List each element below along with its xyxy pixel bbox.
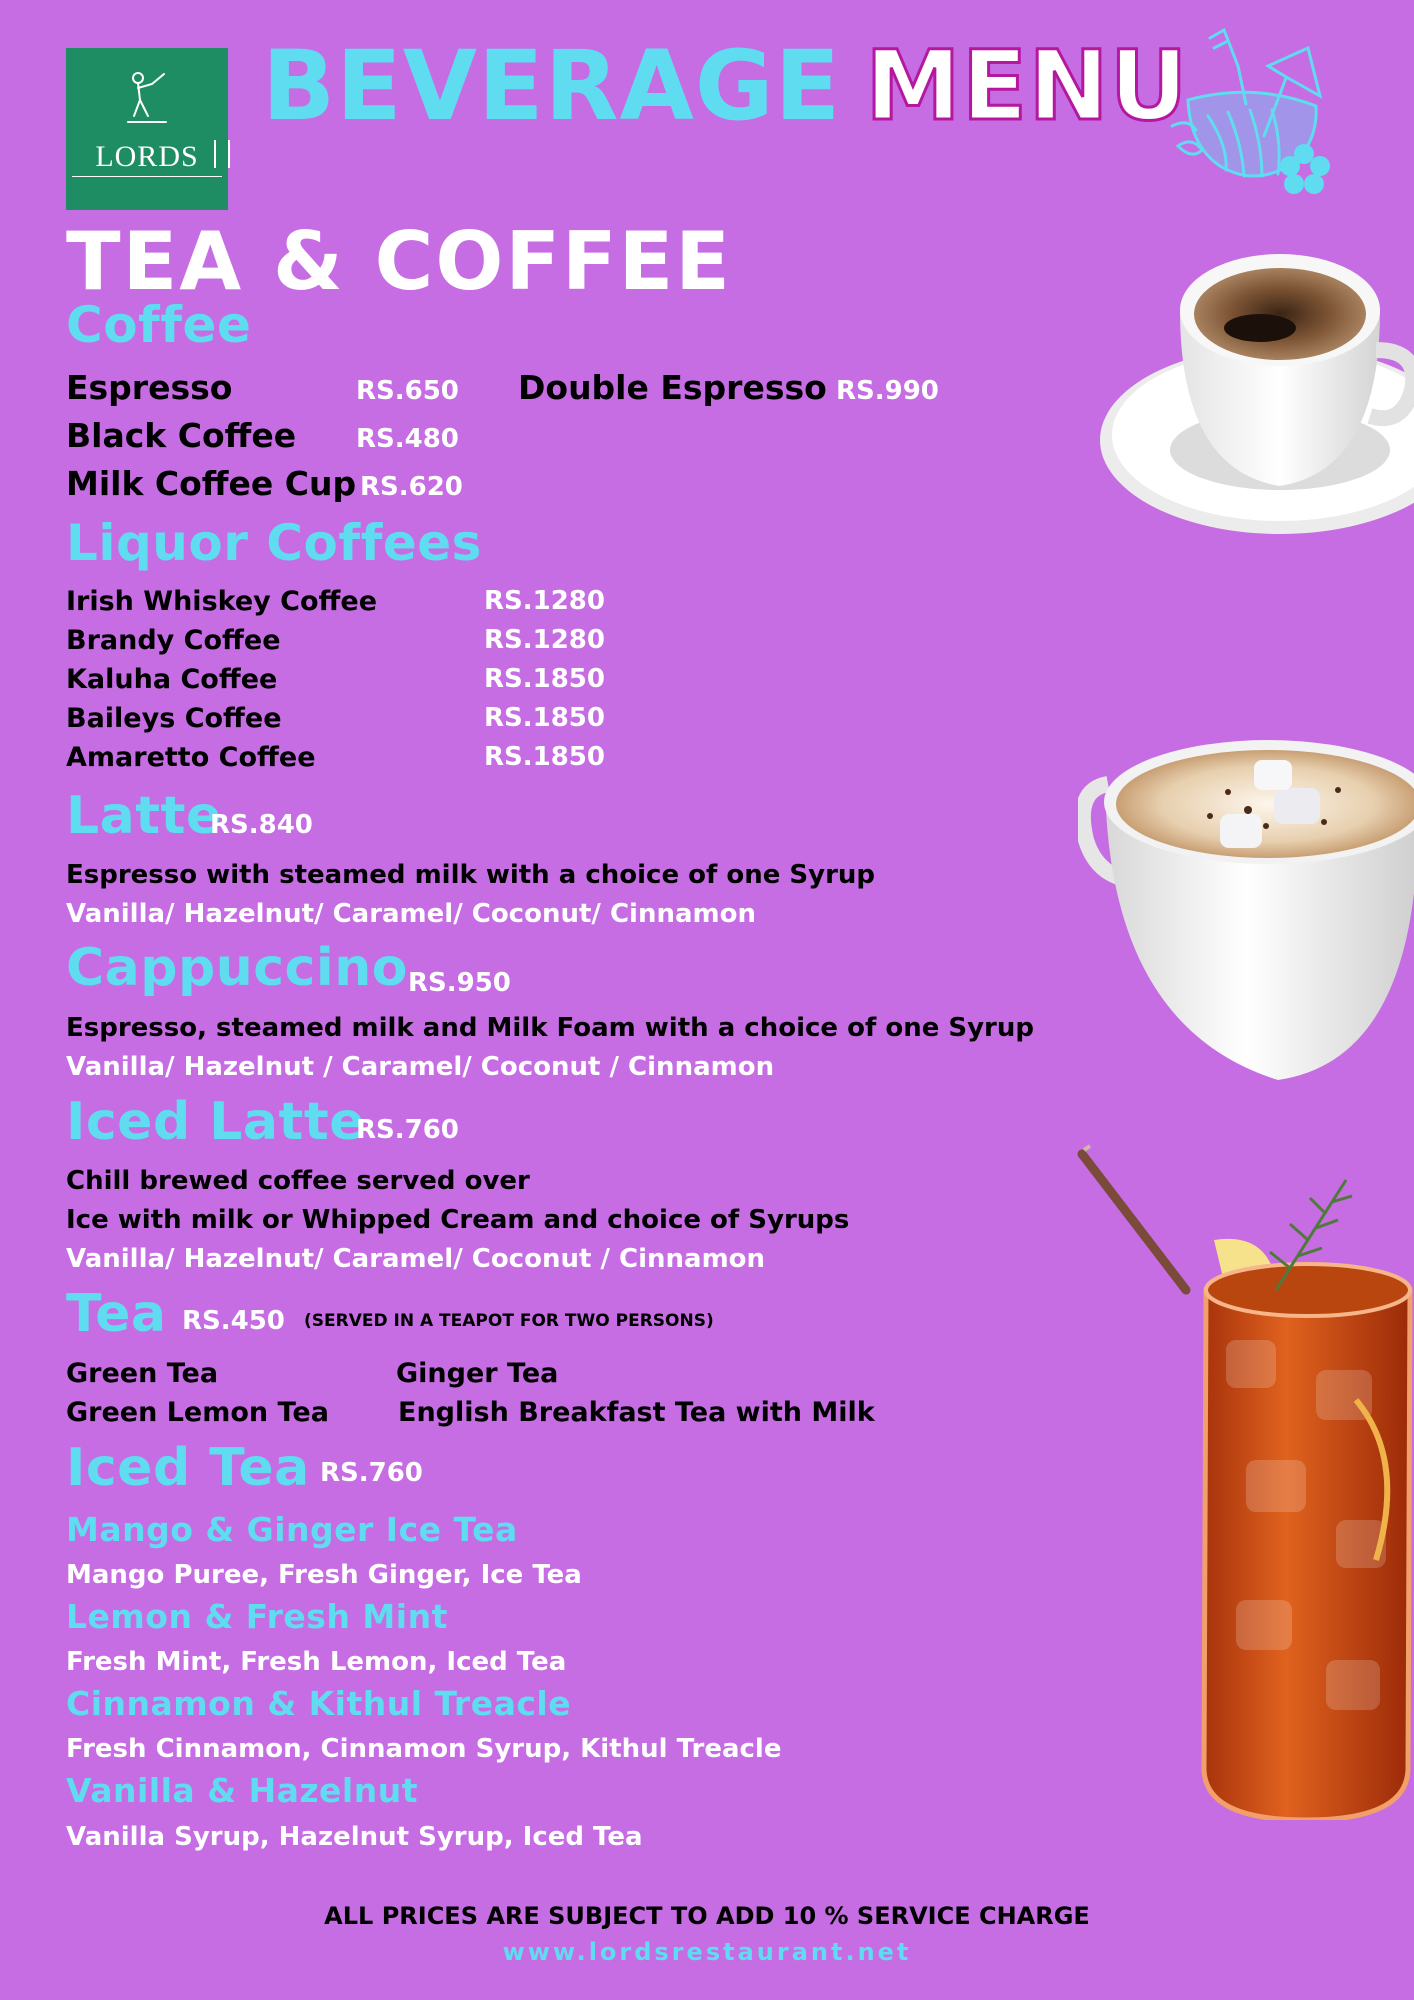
iced-tea-mango-ginger-desc: Mango Puree, Fresh Ginger, Ice Tea bbox=[66, 1560, 582, 1590]
price-tea: RS.450 bbox=[182, 1306, 285, 1336]
price-latte: RS.840 bbox=[210, 810, 313, 840]
coconut-drink-icon bbox=[1168, 26, 1336, 194]
price-amaretto-coffee: RS.1850 bbox=[484, 742, 605, 772]
price-double-espresso: RS.990 bbox=[836, 376, 939, 406]
item-baileys-coffee: Baileys Coffee bbox=[66, 703, 282, 734]
item-black-coffee: Black Coffee bbox=[66, 416, 297, 455]
price-milk-coffee-cup: RS.620 bbox=[360, 472, 463, 502]
heading-cappuccino: Cappuccino bbox=[66, 938, 408, 998]
item-ginger-tea: Ginger Tea bbox=[396, 1358, 559, 1389]
price-brandy-coffee: RS.1280 bbox=[484, 625, 605, 655]
menu-title bbox=[262, 30, 1189, 142]
service-charge-note: ALL PRICES ARE SUBJECT TO ADD 10 % SERVICE CHARGE bbox=[324, 1902, 1090, 1930]
heading-tea: Tea bbox=[66, 1284, 167, 1344]
section-title: TEA & COFFEE bbox=[66, 215, 732, 308]
item-english-breakfast-tea: English Breakfast Tea with Milk bbox=[398, 1397, 875, 1428]
iced-tea-cinnamon-kithul: Cinnamon & Kithul Treacle bbox=[66, 1684, 572, 1723]
price-iced-latte: RS.760 bbox=[356, 1115, 459, 1145]
price-baileys-coffee: RS.1850 bbox=[484, 703, 605, 733]
iced-tea-mango-ginger: Mango & Ginger Ice Tea bbox=[66, 1510, 518, 1549]
iced-tea-lemon-mint-desc: Fresh Mint, Fresh Lemon, Iced Tea bbox=[66, 1647, 567, 1677]
iced-latte-description-2: Ice with milk or Whipped Cream and choice of Syrups bbox=[66, 1205, 850, 1235]
iced-tea-lemon-mint: Lemon & Fresh Mint bbox=[66, 1597, 448, 1636]
item-kaluha-coffee: Kaluha Coffee bbox=[66, 664, 278, 695]
iced-latte-description-1: Chill brewed coffee served over bbox=[66, 1166, 530, 1196]
cappuccino-description: Espresso, steamed milk and Milk Foam with a choice of one Syrup bbox=[66, 1013, 1035, 1043]
item-milk-coffee-cup: Milk Coffee Cup bbox=[66, 464, 357, 503]
price-cappuccino: RS.950 bbox=[408, 968, 511, 998]
title-menu: MENU bbox=[865, 30, 1189, 142]
heading-liquor-coffees: Liquor Coffees bbox=[66, 514, 482, 572]
cricketer-logo-icon bbox=[124, 70, 170, 132]
price-iced-tea: RS.760 bbox=[320, 1458, 423, 1488]
iced-latte-syrup-options: Vanilla/ Hazelnut/ Caramel/ Coconut / Cinnamon bbox=[66, 1244, 766, 1274]
logo-bars bbox=[214, 140, 230, 168]
iced-tea-cinnamon-kithul-desc: Fresh Cinnamon, Cinnamon Syrup, Kithul Treacle bbox=[66, 1734, 782, 1764]
restaurant-logo bbox=[66, 48, 228, 210]
heading-coffee: Coffee bbox=[66, 296, 252, 354]
website-link[interactable]: www.lordsrestaurant.net bbox=[502, 1938, 912, 1966]
tea-serving-note: (SERVED IN A TEAPOT FOR TWO PERSONS) bbox=[304, 1311, 714, 1331]
iced-tea-vanilla-hazelnut-desc: Vanilla Syrup, Hazelnut Syrup, Iced Tea bbox=[66, 1822, 643, 1852]
heading-iced-tea: Iced Tea bbox=[66, 1438, 310, 1498]
cappuccino-syrup-options: Vanilla/ Hazelnut / Caramel/ Coconut / Cinnamon bbox=[66, 1052, 775, 1082]
iced-tea-glass-icon bbox=[1076, 1140, 1414, 1820]
item-green-tea: Green Tea bbox=[66, 1358, 219, 1389]
logo-underline bbox=[72, 176, 222, 177]
iced-tea-vanilla-hazelnut: Vanilla & Hazelnut bbox=[66, 1771, 419, 1810]
price-kaluha-coffee: RS.1850 bbox=[484, 664, 605, 694]
latte-description: Espresso with steamed milk with a choice of one Syrup bbox=[66, 860, 876, 890]
latte-syrup-options: Vanilla/ Hazelnut/ Caramel/ Coconut/ Cinnamon bbox=[66, 899, 756, 929]
item-amaretto-coffee: Amaretto Coffee bbox=[66, 742, 316, 773]
item-green-lemon-tea: Green Lemon Tea bbox=[66, 1397, 329, 1428]
item-espresso: Espresso bbox=[66, 368, 233, 407]
price-espresso: RS.650 bbox=[356, 376, 459, 406]
heading-iced-latte: Iced Latte bbox=[66, 1092, 365, 1152]
item-brandy-coffee: Brandy Coffee bbox=[66, 625, 281, 656]
espresso-cup-icon bbox=[1090, 240, 1414, 570]
title-beverage: BEVERAGE bbox=[262, 30, 842, 142]
item-double-espresso: Double Espresso bbox=[518, 368, 827, 407]
item-irish-whiskey-coffee: Irish Whiskey Coffee bbox=[66, 586, 378, 617]
price-black-coffee: RS.480 bbox=[356, 424, 459, 454]
heading-latte: Latte bbox=[66, 786, 222, 846]
cappuccino-cup-icon bbox=[1078, 730, 1414, 1080]
logo-text: LORDS bbox=[95, 140, 199, 173]
price-irish-whiskey-coffee: RS.1280 bbox=[484, 586, 605, 616]
